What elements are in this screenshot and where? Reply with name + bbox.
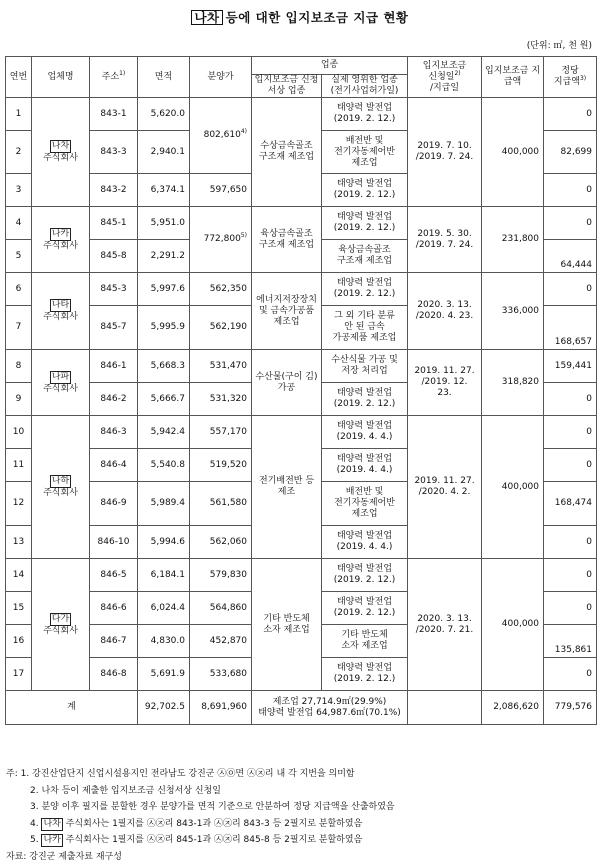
header-company: 업체명: [32, 57, 90, 98]
header-area: 면적: [138, 57, 190, 98]
table-row: 8 나파 주식회사 846-1 5,668.3 531,470 수산물(구이 김) 가공 수산식물 가공 및 저장 처리업 2019. 11. 27. /2019. 12. 23. 318,820 159,441: [6, 350, 597, 383]
total-area: 92,702.5: [138, 691, 190, 725]
header-no: 연번: [6, 57, 32, 98]
table-row: 13 846-10 5,994.6 562,060 태양력 발전업 (2019. 4. 4.) 0: [6, 526, 597, 559]
subsidy-cell: 318,820: [482, 350, 544, 416]
apply-date-cell: 2020. 3. 13. /2020. 7. 21.: [408, 559, 482, 691]
apply-date-cell: 2019. 7. 10. /2019. 7. 24.: [408, 98, 482, 207]
table-row: 15 846-6 6,024.4 564,860 태양력 발전업 (2019. 2. 12.) 0: [6, 592, 597, 625]
industry-applied-cell: 수산물(구이 김) 가공: [252, 350, 322, 416]
footnotes: [6, 766, 596, 865]
table-row: 3 843-2 6,374.1 597,650 태양력 발전업 (2019. 2. 12.) 0: [6, 174, 597, 207]
footnote-4: 4. 나차 주식회사는 1필지를 ㉦㉨리 843-1과 ㉦㉨리 843-3 등 2필지로 분할하였음: [6, 816, 596, 833]
industry-applied-cell: 수상금속골조 구조재 제조업: [252, 98, 322, 207]
table-row: 14 다가 주식회사 846-5 6,184.1 579,830 기타 반도체 소자 제조업 태양력 발전업 (2019. 2. 12.) 2020. 3. 13. /2020. 7. 21. 400,000 0: [6, 559, 597, 592]
subsidy-cell: 231,800: [482, 207, 544, 273]
company-cell: 나파 주식회사: [32, 350, 90, 416]
table-row: 11 846-4 5,540.8 519,520 태양력 발전업 (2019. 4. 4.) 0: [6, 449, 597, 482]
total-proper: 779,576: [544, 691, 597, 725]
company-cell: 나타 주식회사: [32, 273, 90, 350]
header-industry-applied: 입지보조금 신청서상 업종: [252, 75, 322, 98]
footnote-2: 2. 나차 등이 제출한 입지보조금 신청서상 신청일: [6, 783, 596, 800]
table-row: 17 846-8 5,691.9 533,680 태양력 발전업 (2019. 2. 12.) 0: [6, 658, 597, 691]
header-proper: 정당 지급액$^{3)}$: [544, 57, 597, 98]
table-row: 16 846-7 4,830.0 452,870 기타 반도체 소자 제조업 135,861: [6, 625, 597, 658]
table-row: 5 845-8 2,291.2 육상금속골조 구조재 제조업 64,444: [6, 240, 597, 273]
header-address: 주소$^{1)}$: [90, 57, 138, 98]
header-industry: 업종: [252, 57, 408, 75]
company-cell: 다가 주식회사: [32, 559, 90, 691]
merged-price: 772,800$^{5)}$: [190, 207, 252, 273]
company-cell: 나카 주식회사: [32, 207, 90, 273]
total-subsidy: 2,086,620: [482, 691, 544, 725]
table-row: 12 846-9 5,989.4 561,580 배전반 및 전기자동제어반 제조업 168,474: [6, 482, 597, 526]
apply-date-cell: 2019. 5. 30. /2019. 7. 24.: [408, 207, 482, 273]
company-cell: 나차 주식회사: [32, 98, 90, 207]
footnote-5: 5. 나카 주식회사는 1필지를 ㉦㉨리 845-1과 ㉦㉨리 845-8 등 2필지로 분할하였음: [6, 832, 596, 849]
industry-applied-cell: 전기배전반 등 제조: [252, 416, 322, 559]
table-row: 9 846-2 5,666.7 531,320 태양력 발전업 (2019. 2. 12.) 0: [6, 383, 597, 416]
table-row: 6 나타 주식회사 845-3 5,997.6 562,350 에너지저장장치 및 금속가공품 제조업 태양력 발전업 (2019. 2. 12.) 2020. 3. 13. /2020. 4. 23. 336,000 0: [6, 273, 597, 306]
footnote-1: 주: 1. 강진산업단지 신업시설용지인 전라남도 강진군 ㉦㉧면 ㉦㉨리 내 각 지번을 의미함: [6, 766, 596, 783]
title-text: 등에 대한 입지보조금 지급 현황: [226, 10, 409, 25]
source-note: 자료: 강진군 제출자료 재구성: [6, 849, 596, 865]
footnote-3: 3. 분양 이후 필지를 분할한 경우 분양가를 면적 기준으로 안분하여 정당 지급액을 산출하였음: [6, 799, 596, 816]
total-row: [6, 691, 597, 725]
apply-date-cell: 2020. 3. 13. /2020. 4. 23.: [408, 273, 482, 350]
total-industry: 제조업 27,714.9㎡(29.9%) 태양력 발전업 64,987.6㎡(70.1%): [252, 691, 408, 725]
page-title: [0, 8, 600, 26]
industry-applied-cell: 기타 반도체 소자 제조업: [252, 559, 322, 691]
table-row: 7 845-7 5,995.9 562,190 그 외 기타 분류 안 된 금속 가공제품 제조업 168,657: [6, 306, 597, 350]
title-boxed-name: 나차: [191, 10, 222, 25]
industry-applied-cell: 에너지저장장치 및 금속가공품 제조업: [252, 273, 322, 350]
header-apply-date: 입지보조금 신청일$^{2)}$ /지급일: [408, 57, 482, 98]
subsidy-cell: 400,000: [482, 559, 544, 691]
unit-note: (단위: ㎡, 천 원): [527, 38, 592, 51]
apply-date-cell: 2019. 11. 27. /2020. 4. 2.: [408, 416, 482, 559]
company-cell: 나하 주식회사: [32, 416, 90, 559]
header-industry-actual: 실제 영위한 업종 (전기사업허가일): [322, 75, 408, 98]
subsidy-cell: 400,000: [482, 98, 544, 207]
subsidy-cell: 336,000: [482, 273, 544, 350]
industry-applied-cell: 육상금속골조 구조재 제조업: [252, 207, 322, 273]
total-label: 계: [6, 691, 138, 725]
table-row: 2 843-3 2,940.1 배전반 및 전기자동제어반 제조업 82,699: [6, 131, 597, 174]
table-row: 1 나차 주식회사 843-1 5,620.0 802,610$^{4)}$ 수상금속골조 구조재 제조업 태양력 발전업 (2019. 2. 12.) 2019. 7. 10. /2019. 7. 24. 400,000 0: [6, 98, 597, 131]
table-row: 4 나카 주식회사 845-1 5,951.0 772,800$^{5)}$ 육상금속골조 구조재 제조업 태양력 발전업 (2019. 2. 12.) 2019. 5. 30. /2019. 7. 24. 231,800 0: [6, 207, 597, 240]
apply-date-cell: 2019. 11. 27. /2019. 12. 23.: [408, 350, 482, 416]
subsidy-cell: 400,000: [482, 416, 544, 559]
subsidy-table: [5, 56, 597, 725]
merged-price: 802,610$^{4)}$: [190, 98, 252, 174]
total-price: 8,691,960: [190, 691, 252, 725]
header-price: 분양가: [190, 57, 252, 98]
header-subsidy: 입지보조금 지급액: [482, 57, 544, 98]
table-row: 10 나하 주식회사 846-3 5,942.4 557,170 전기배전반 등 제조 태양력 발전업 (2019. 4. 4.) 2019. 11. 27. /2020. 4. 2. 400,000 0: [6, 416, 597, 449]
